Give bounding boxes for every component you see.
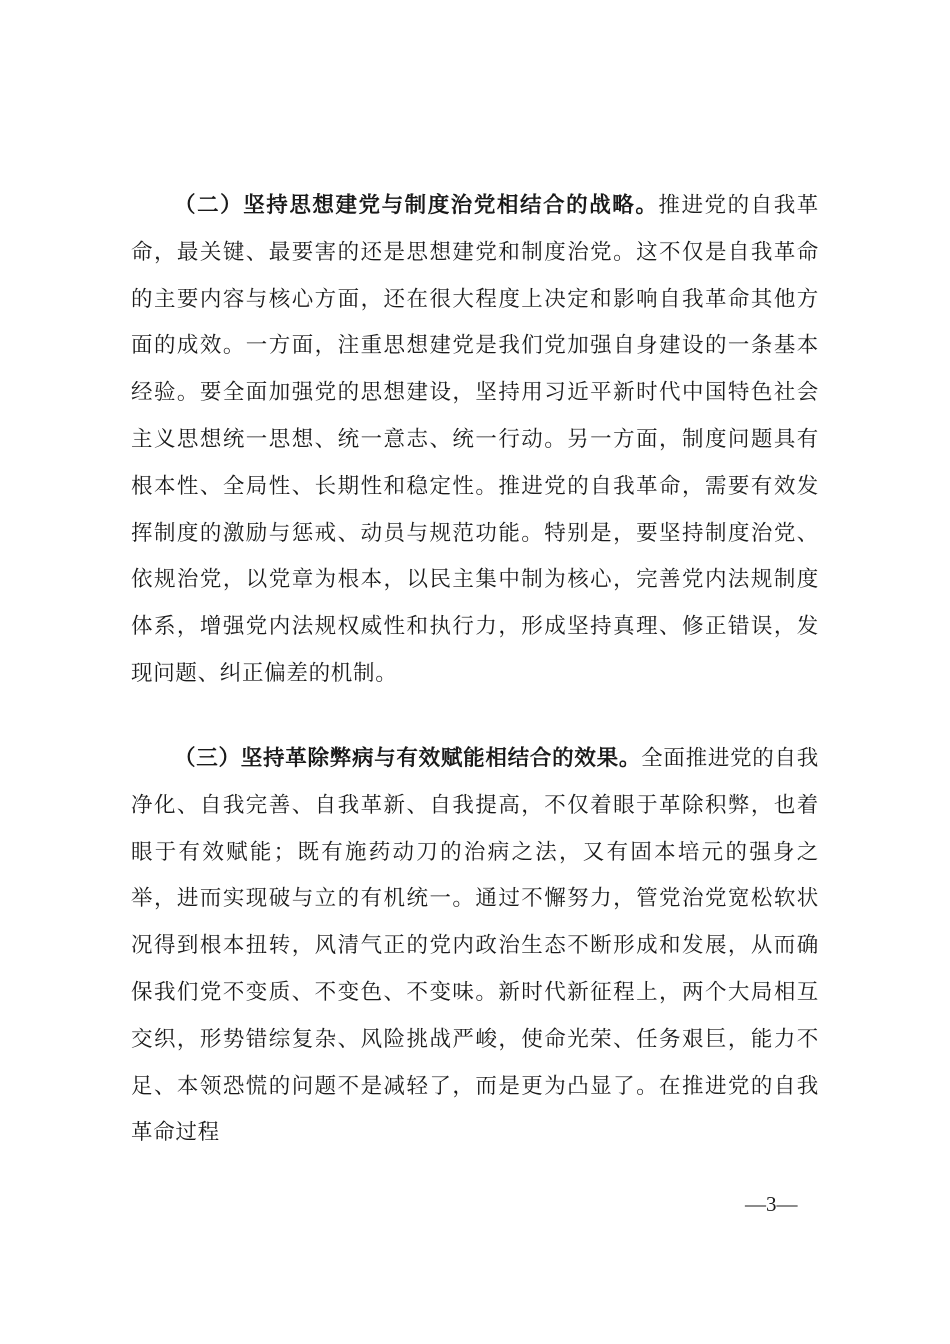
page-number: —3— (745, 1192, 798, 1216)
paragraph-heading: （三）坚持革除弊病与有效赋能相结合的效果。 (174, 746, 642, 771)
paragraph-heading: （二）坚持思想建党与制度治党相结合的战略。 (174, 193, 659, 218)
paragraph-body: 全面推进党的自我净化、自我完善、自我革新、自我提高，不仅着眼于革除积弊，也着眼于有效赋能；既有施药动刀的治病之法，又有固本培元的强身之举，进而实现破与立的有机统一。通过不懈努力，管党治党宽松软状况得到根本扭转，风清气正的党内政治生态不断形成和发展，从而确保我们党不变质、不变色、不变味。新时代新征程上，两个大局相互交织，形势错综复杂、风险挑战严峻，使命光荣、任务艰巨，能力不足、本领恐慌的问题不是减轻了，而是更为凸显了。在推进党的自我革命过程 (131, 746, 819, 1146)
paragraph-effect (131, 736, 819, 1157)
paragraph-body: 推进党的自我革命，最关键、最要害的还是思想建党和制度治党。这不仅是自我革命的主要内容与核心方面，还在很大程度上决定和影响自我革命其他方面的成效。一方面，注重思想建党是我们党加强自身建设的一条基本经验。要全面加强党的思想建设，坚持用习近平新时代中国特色社会主义思想统一思想、统一意志、统一行动。另一方面，制度问题具有根本性、全局性、长期性和稳定性。推进党的自我革命，需要有效发挥制度的激励与惩戒、动员与规范功能。特别是，要坚持制度治党、依规治党，以党章为根本，以民主集中制为核心，完善党内法规制度体系，增强党内法规权威性和执行力，形成坚持真理、修正错误，发现问题、纠正偏差的机制。 (131, 193, 820, 686)
paragraph-strategy (131, 183, 819, 698)
